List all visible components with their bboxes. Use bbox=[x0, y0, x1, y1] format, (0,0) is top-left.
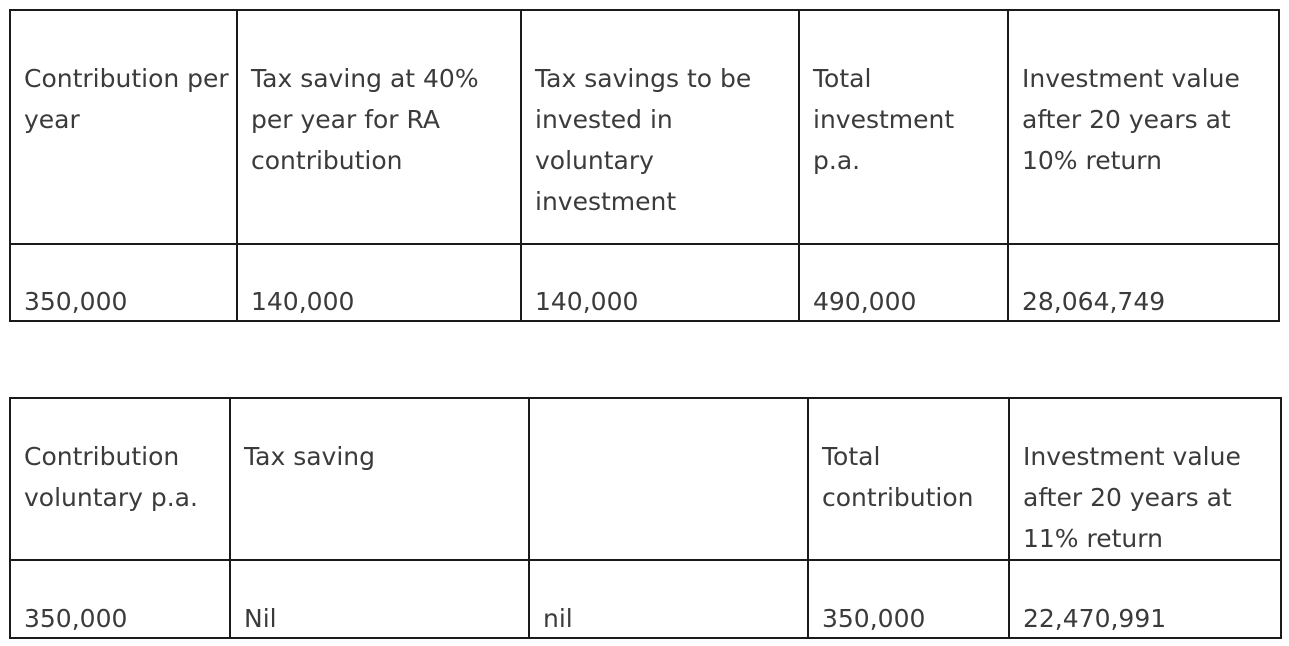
header-investment-value: Investment value after 20 years at 11% return bbox=[1009, 398, 1281, 560]
value-empty-column: nil bbox=[529, 560, 808, 638]
header-tax-savings-invested: Tax savings to be invested in voluntary investment bbox=[521, 10, 799, 244]
header-contribution-voluntary: Contribution voluntary p.a. bbox=[10, 398, 230, 560]
table-row bbox=[10, 560, 1281, 638]
value-contribution-per-year: 350,000 bbox=[10, 244, 237, 321]
value-total-investment: 490,000 bbox=[799, 244, 1008, 321]
value-investment-value: 22,470,991 bbox=[1009, 560, 1281, 638]
value-contribution-voluntary: 350,000 bbox=[10, 560, 230, 638]
value-tax-savings-invested: 140,000 bbox=[521, 244, 799, 321]
value-investment-value: 28,064,749 bbox=[1008, 244, 1279, 321]
table-row bbox=[10, 244, 1279, 321]
table-header-row bbox=[10, 10, 1279, 244]
value-tax-saving: 140,000 bbox=[237, 244, 521, 321]
value-tax-saving: Nil bbox=[230, 560, 529, 638]
voluntary-contribution-table bbox=[9, 397, 1282, 639]
header-empty bbox=[529, 398, 808, 560]
header-tax-saving: Tax saving at 40% per year for RA contribution bbox=[237, 10, 521, 244]
header-total-contribution: Total contribution bbox=[808, 398, 1009, 560]
value-total-contribution: 350,000 bbox=[808, 560, 1009, 638]
table-header-row bbox=[10, 398, 1281, 560]
header-total-investment: Total investment p.a. bbox=[799, 10, 1008, 244]
header-tax-saving: Tax saving bbox=[230, 398, 529, 560]
header-investment-value: Investment value after 20 years at 10% return bbox=[1008, 10, 1279, 244]
ra-contribution-table bbox=[9, 9, 1280, 322]
header-contribution-per-year: Contribution per year bbox=[10, 10, 237, 244]
